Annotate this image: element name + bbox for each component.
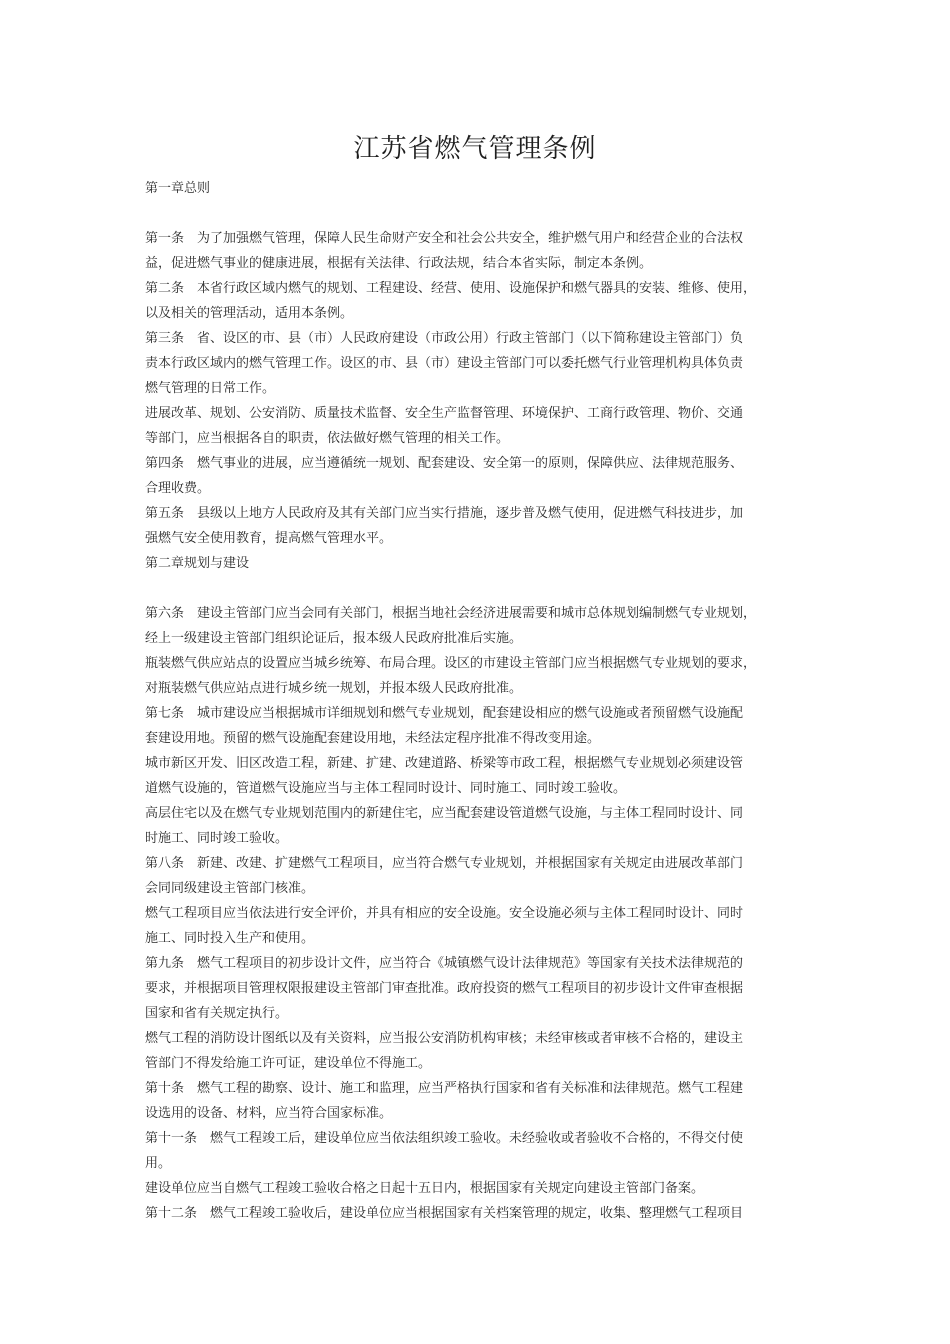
text-line: 燃气管理的日常工作。 <box>145 381 276 396</box>
text-line: 益，促进燃气事业的健康进展，根据有关法律、行政法规，结合本省实际，制定本条例。 <box>145 256 653 271</box>
text-line: 管部门不得发给施工许可证，建设单位不得施工。 <box>145 1056 432 1071</box>
text-line: 道燃气设施的，管道燃气设施应当与主体工程同时设计、同时施工、同时竣工验收。 <box>145 781 627 796</box>
text-line: 设选用的设备、材料，应当符合国家标准。 <box>145 1106 393 1121</box>
text-line: 时施工、同时竣工验收。 <box>145 831 289 846</box>
text-line: 第二条 本省行政区域内燃气的规划、工程建设、经营、使用、设施保护和燃气器具的安装、维修、使用， <box>145 281 757 296</box>
text-line: 第四条 燃气事业的进展，应当遵循统一规划、配套建设、安全第一的原则，保障供应、法律规范服务、 <box>145 456 744 471</box>
text-line: 城市新区开发、旧区改造工程，新建、扩建、改建道路、桥梁等市政工程，根据燃气专业规划必须建设管 <box>145 756 744 771</box>
text-line: 燃气工程的消防设计图纸以及有关资料，应当报公安消防机构审核；未经审核或者审核不合格的，建设主 <box>145 1031 744 1046</box>
text-line: 瓶装燃气供应站点的设置应当城乡统筹、布局合理。设区的市建设主管部门应当根据燃气专业规划的要求， <box>145 656 757 671</box>
text-line: 套建设用地。预留的燃气设施配套建设用地，未经法定程序批准不得改变用途。 <box>145 731 601 746</box>
text-line: 第十条 燃气工程的勘察、设计、施工和监理，应当严格执行国家和省有关标准和法律规范。燃气工程建 <box>145 1081 744 1096</box>
text-line: 国家和省有关规定执行。 <box>145 1006 289 1021</box>
text-line: 第七条 城市建设应当根据城市详细规划和燃气专业规划，配套建设相应的燃气设施或者预留燃气设施配 <box>145 706 744 721</box>
text-line: 第五条 县级以上地方人民政府及其有关部门应当实行措施，逐步普及燃气使用，促进燃气科技进步，加 <box>145 506 744 521</box>
text-line: 第三条 省、设区的市、县（市）人民政府建设（市政公用）行政主管部门（以下简称建设主管部门）负 <box>145 331 744 346</box>
text-line: 第六条 建设主管部门应当会同有关部门，根据当地社会经济进展需要和城市总体规划编制燃气专业规划， <box>145 606 757 621</box>
text-line: 要求，并根据项目管理权限报建设主管部门审查批准。政府投资的燃气工程项目的初步设计文件审查根据 <box>145 981 744 996</box>
text-line: 建设单位应当自燃气工程竣工验收合格之日起十五日内，根据国家有关规定向建设主管部门备案。 <box>145 1181 705 1196</box>
text-line: 等部门，应当根据各自的职责，依法做好燃气管理的相关工作。 <box>145 431 510 446</box>
text-line: 对瓶装燃气供应站点进行城乡统一规划，并报本级人民政府批准。 <box>145 681 523 696</box>
text-line: 高层住宅以及在燃气专业规划范围内的新建住宅，应当配套建设管道燃气设施，与主体工程同时设计、同 <box>145 806 744 821</box>
document-title: 江苏省燃气管理条例 <box>353 134 597 164</box>
text-line: 合理收费。 <box>145 481 211 496</box>
text-line: 会同同级建设主管部门核准。 <box>145 881 315 896</box>
text-line: 经上一级建设主管部门组织论证后，报本级人民政府批准后实施。 <box>145 631 523 646</box>
text-line: 第十一条 燃气工程竣工后，建设单位应当依法组织竣工验收。未经验收或者验收不合格的，不得交付使 <box>145 1131 744 1146</box>
blank-line <box>145 201 813 226</box>
text-line: 第八条 新建、改建、扩建燃气工程项目，应当符合燃气专业规划，并根据国家有关规定由进展改革部门 <box>145 856 744 871</box>
text-line: 用。 <box>145 1156 172 1171</box>
text-line: 燃气工程项目应当依法进行安全评价，并具有相应的安全设施。安全设施必须与主体工程同时设计、同时 <box>145 906 744 921</box>
text-line: 施工、同时投入生产和使用。 <box>145 931 315 946</box>
blank-line <box>145 576 813 601</box>
text-line: 强燃气安全使用教育，提高燃气管理水平。 <box>145 531 393 546</box>
text-line: 第一条 为了加强燃气管理，保障人民生命财产安全和社会公共安全，维护燃气用户和经营企业的合法权 <box>145 231 744 246</box>
text-line: 第十二条 燃气工程竣工验收后，建设单位应当根据国家有关档案管理的规定，收集、整理燃气工程项目 <box>145 1206 744 1221</box>
text-line: 第一章总则 <box>145 181 211 196</box>
text-line: 责本行政区域内的燃气管理工作。设区的市、县（市）建设主管部门可以委托燃气行业管理机构具体负责 <box>145 356 744 371</box>
text-line: 第二章规划与建设 <box>145 556 250 571</box>
document-body <box>145 176 813 1226</box>
text-line: 以及相关的管理活动，适用本条例。 <box>145 306 354 321</box>
text-line: 进展改革、规划、公安消防、质量技术监督、安全生产监督管理、环境保护、工商行政管理、物价、交通 <box>145 406 744 421</box>
text-line: 第九条 燃气工程项目的初步设计文件，应当符合《城镇燃气设计法律规范》等国家有关技术法律规范的 <box>145 956 744 971</box>
